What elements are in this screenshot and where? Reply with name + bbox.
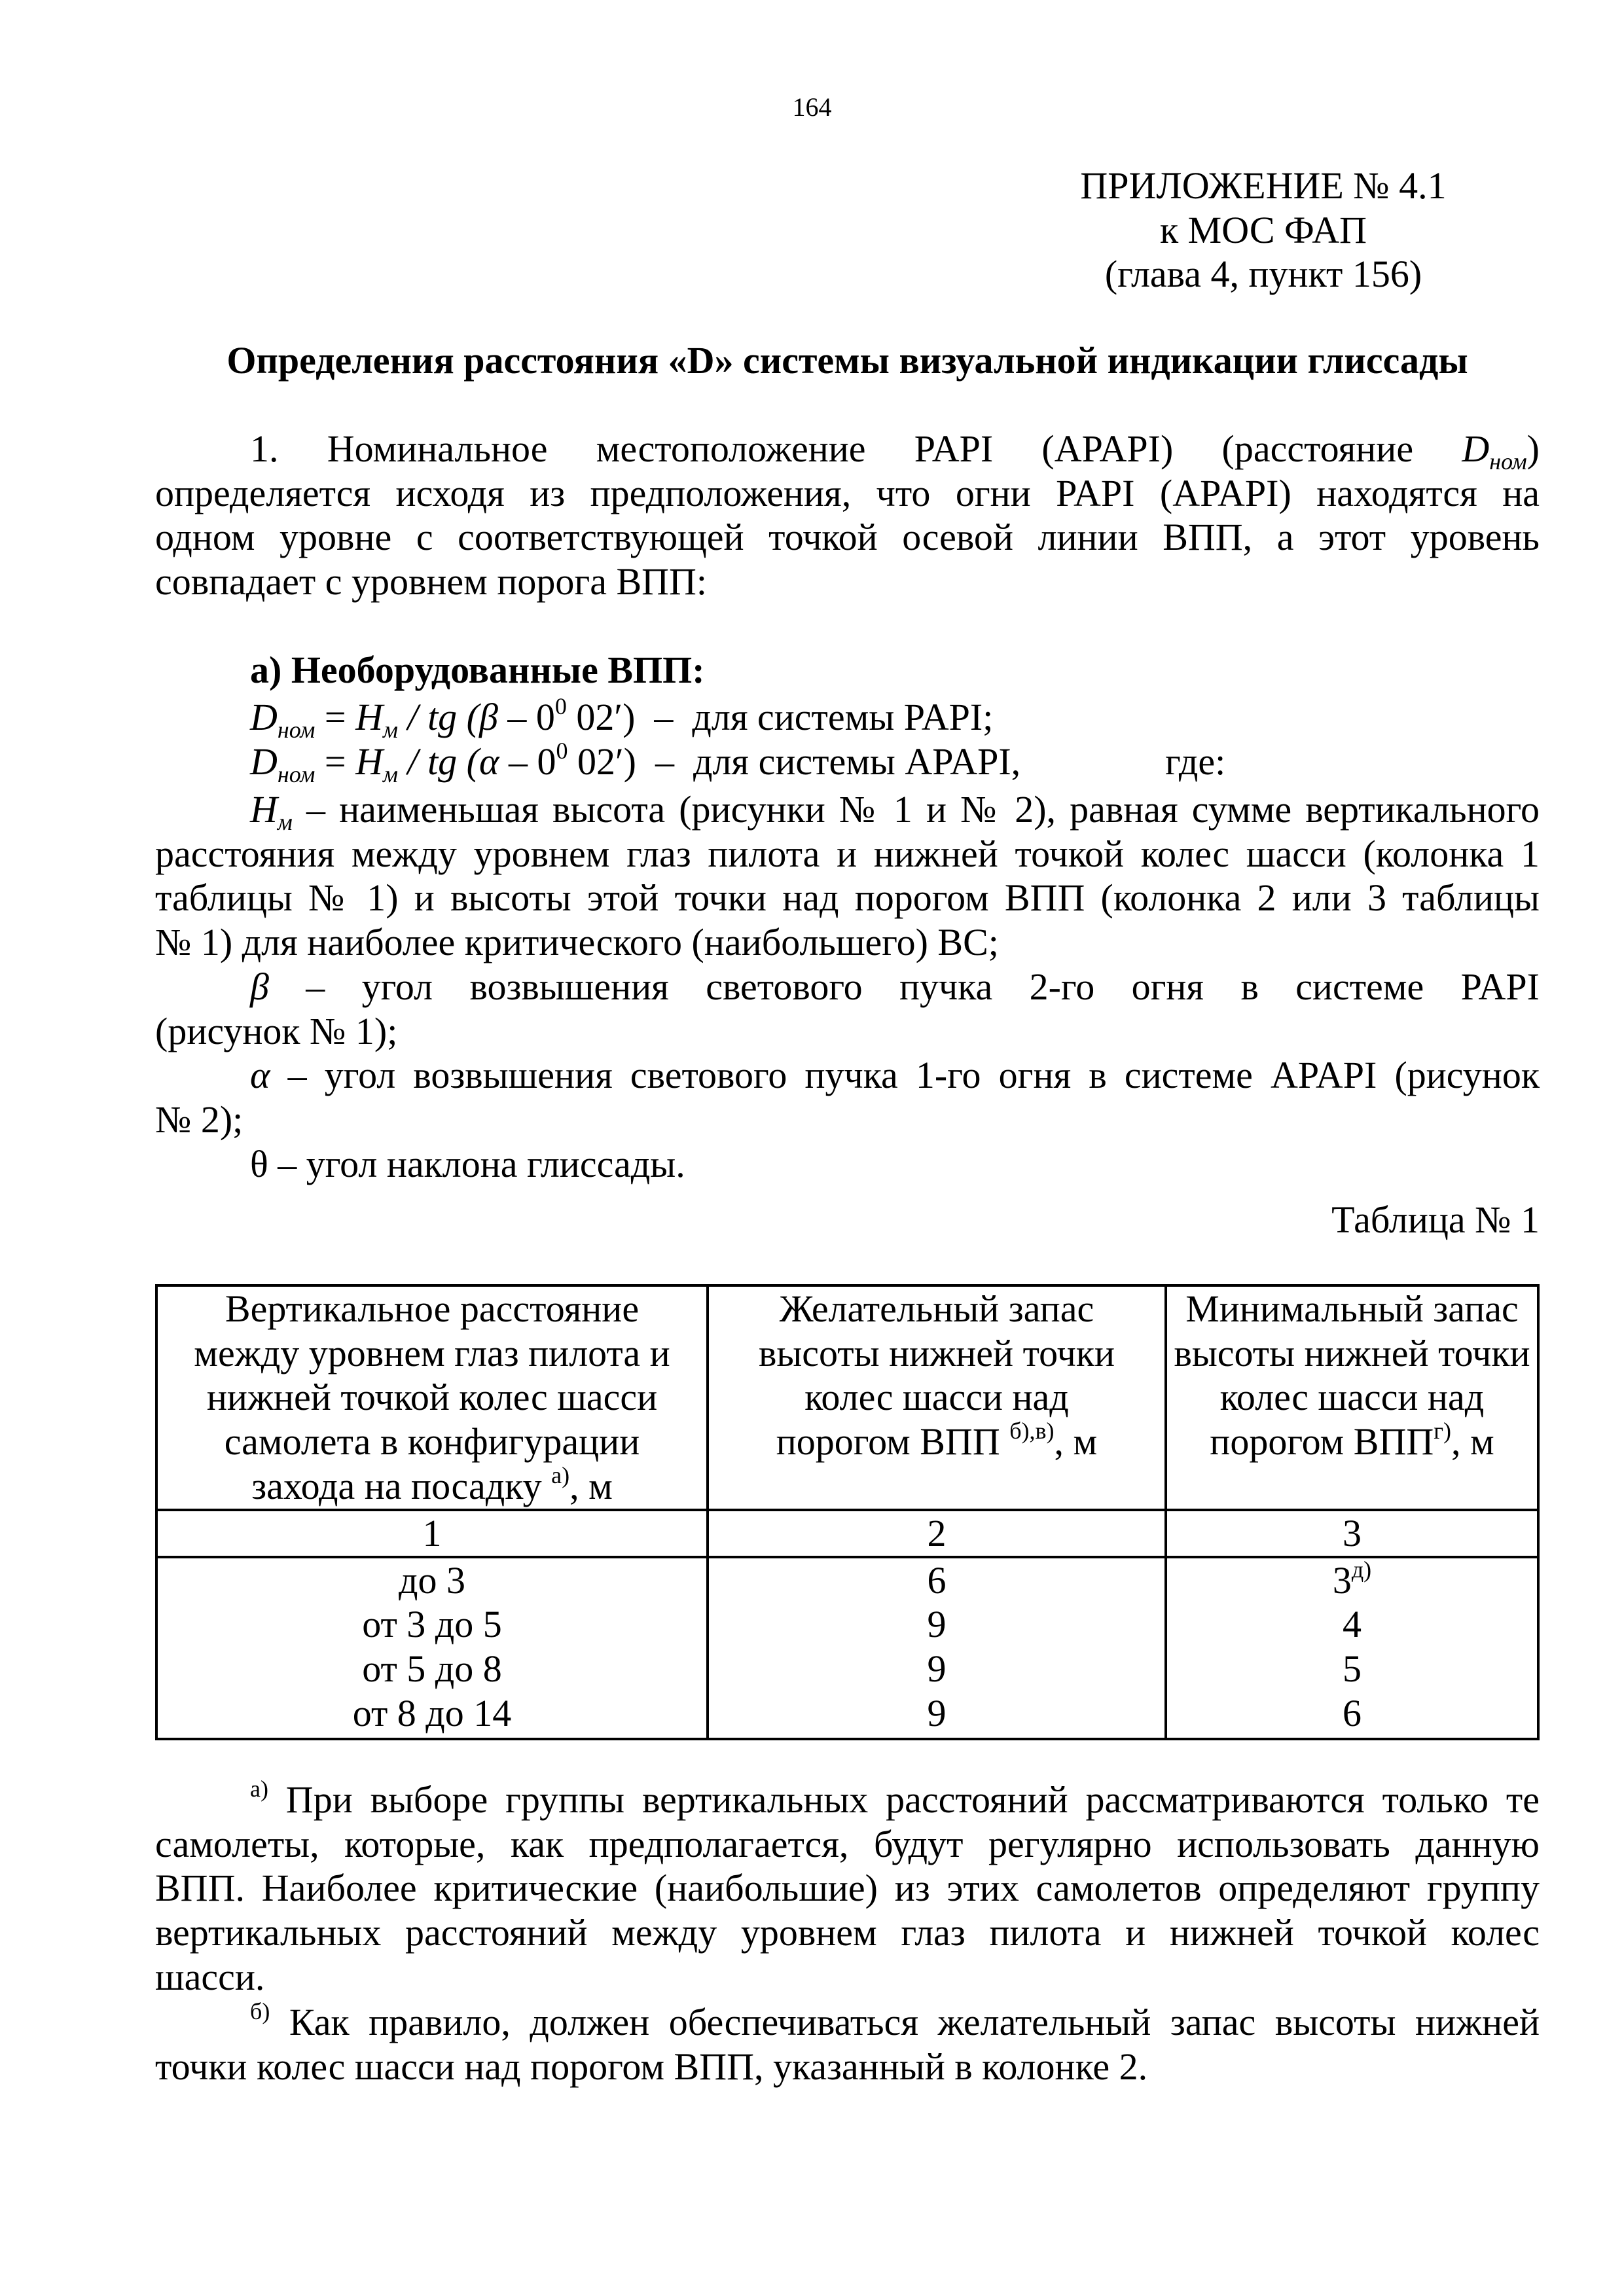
text-line bbox=[163, 1464, 701, 1509]
text: ) bbox=[1526, 427, 1540, 470]
text-line: совпадает с уровнем порога ВПП: bbox=[155, 560, 708, 603]
text: = bbox=[315, 696, 356, 738]
appendix-header bbox=[1021, 164, 1506, 296]
subscript: ном bbox=[1489, 448, 1527, 475]
formula-apapi bbox=[250, 738, 1021, 787]
table-header-row bbox=[156, 1285, 1538, 1510]
text: захода на посадку bbox=[251, 1464, 552, 1507]
text-line: нижней точкой колес шасси bbox=[206, 1376, 658, 1419]
footnote-a bbox=[155, 1778, 1540, 2000]
text-line: таблицы № 1) и высоты этой точки над порогом ВПП (колонка 2 или 3 таблицы bbox=[155, 876, 1540, 920]
body-cell bbox=[1166, 1557, 1538, 1740]
var: H bbox=[355, 696, 383, 738]
subscript: м bbox=[382, 761, 398, 787]
var: H bbox=[355, 740, 383, 783]
text-line: шасси. bbox=[155, 1955, 265, 1998]
formula-papi bbox=[250, 693, 994, 743]
superscript: г) bbox=[1434, 1418, 1451, 1444]
data-table bbox=[155, 1284, 1540, 1740]
cell-value: 9 bbox=[927, 1603, 947, 1646]
header-cell bbox=[156, 1285, 708, 1510]
superscript: д) bbox=[1351, 1556, 1372, 1583]
text: 02′) – для системы APAPI, bbox=[568, 740, 1021, 783]
cell-value: от 8 до 14 bbox=[352, 1691, 512, 1734]
definitions bbox=[155, 787, 1540, 1186]
column-number: 1 bbox=[156, 1510, 708, 1557]
text-line: самолета в конфигурации bbox=[224, 1420, 640, 1463]
text-line: № 1) для наиболее критического (наибольшего) ВС; bbox=[155, 921, 999, 964]
var: α bbox=[479, 740, 499, 783]
column-number-row bbox=[156, 1510, 1538, 1557]
table-body-row bbox=[156, 1557, 1538, 1740]
text: = bbox=[315, 740, 356, 783]
text: – 0 bbox=[497, 696, 555, 738]
text-line bbox=[1172, 1420, 1532, 1464]
superscript: 0 bbox=[554, 693, 567, 719]
cell-value bbox=[1172, 1558, 1532, 1603]
text-line: № 2); bbox=[155, 1098, 244, 1141]
text: / tg ( bbox=[397, 740, 479, 783]
appendix-line: ПРИЛОЖЕНИЕ № 4.1 bbox=[1080, 164, 1447, 207]
text-line bbox=[155, 1778, 1540, 1822]
subscript: м bbox=[382, 717, 398, 743]
header-cell bbox=[708, 1285, 1166, 1510]
text-line: одном уровне с соответствующей точкой осевой линии ВПП, а этот уровень bbox=[155, 516, 1540, 559]
footnote-mark: а) bbox=[250, 1776, 268, 1802]
text-line: Вертикальное расстояние bbox=[225, 1287, 640, 1330]
text: , м bbox=[1451, 1420, 1494, 1463]
cell-value: 9 bbox=[927, 1691, 947, 1734]
var: α bbox=[250, 1054, 270, 1097]
text-line: Минимальный запас bbox=[1185, 1287, 1519, 1330]
text-line: определяется исходя из предположения, что огни PAPI (APAPI) находятся на bbox=[155, 471, 1540, 514]
superscript: 0 bbox=[556, 738, 568, 764]
text: 1. Номинальное местоположение PAPI (APAPI) (расстояние bbox=[250, 427, 1462, 470]
section-heading: а) Необорудованные ВПП: bbox=[250, 649, 705, 691]
subscript: ном bbox=[277, 717, 316, 743]
var: H bbox=[250, 788, 278, 831]
text: – угол возвышения светового пучка 2-го огня в системе PAPI bbox=[268, 965, 1540, 1008]
column-number: 3 bbox=[1166, 1510, 1538, 1557]
body-cell bbox=[156, 1557, 708, 1740]
text-line: высоты нижней точки bbox=[1174, 1331, 1530, 1374]
cell-value: 6 bbox=[927, 1558, 947, 1602]
text-line: вертикальных расстояний между уровнем глаз пилота и нижней точкой колес bbox=[155, 1911, 1540, 1954]
text-line: точки колес шасси над порогом ВПП, указанный в колонке 2. bbox=[155, 2045, 1148, 2088]
cell-value: до 3 bbox=[398, 1558, 465, 1602]
cell-value: от 5 до 8 bbox=[362, 1647, 502, 1690]
text-line bbox=[155, 2000, 1540, 2045]
superscript: б),в) bbox=[1009, 1418, 1055, 1444]
subscript: ном bbox=[277, 761, 316, 787]
text: порогом ВПП bbox=[776, 1420, 1010, 1463]
table-caption: Таблица № 1 bbox=[1331, 1198, 1540, 1241]
text-line: ВПП. Наиболее критические (наибольшие) из этих самолетов определяют группу bbox=[155, 1867, 1540, 1910]
text: – 0 bbox=[499, 740, 556, 783]
text: / tg ( bbox=[397, 696, 479, 738]
appendix-line: (глава 4, пункт 156) bbox=[1104, 253, 1422, 296]
text: При выборе группы вертикальных расстояний рассматриваются только те bbox=[268, 1778, 1540, 1821]
text-line bbox=[155, 787, 1540, 835]
var: D bbox=[250, 740, 278, 783]
text-line: самолеты, которые, как предполагается, будут регулярно использовать данную bbox=[155, 1822, 1540, 1865]
page-number: 164 bbox=[792, 92, 832, 122]
subscript: м bbox=[277, 809, 293, 835]
text: , м bbox=[569, 1464, 613, 1507]
superscript: а) bbox=[551, 1462, 570, 1488]
cell-value: 5 bbox=[1343, 1647, 1362, 1690]
text: – угол возвышения светового пучка 1-го огня в системе APAPI (рисунок bbox=[270, 1054, 1540, 1097]
var: D bbox=[250, 696, 278, 738]
where-label: где: bbox=[1165, 740, 1226, 783]
page-title: Определения расстояния «D» системы визуальной индикации глиссады bbox=[226, 339, 1468, 382]
text: 3 bbox=[1332, 1558, 1352, 1602]
text: – угол наклона глиссады. bbox=[268, 1142, 685, 1185]
text-line: между уровнем глаз пилота и bbox=[194, 1331, 670, 1374]
column-number: 2 bbox=[708, 1510, 1166, 1557]
footnote-mark: б) bbox=[250, 1998, 270, 2024]
text: – наименьшая высота (рисунки № 1 и № 2), равная сумме вертикального bbox=[292, 788, 1540, 831]
appendix-line: к МОС ФАП bbox=[1160, 208, 1367, 251]
body-cell bbox=[708, 1557, 1166, 1740]
text-line: колес шасси над bbox=[804, 1376, 1069, 1419]
text-line: колес шасси над bbox=[1219, 1376, 1485, 1419]
paragraph-1 bbox=[155, 427, 1540, 604]
text-line bbox=[155, 427, 1540, 475]
text: , м bbox=[1054, 1420, 1098, 1463]
cell-value: 4 bbox=[1343, 1603, 1362, 1646]
footnote-b bbox=[155, 2000, 1540, 2089]
text-line: Желательный запас bbox=[779, 1287, 1094, 1330]
cell-value: от 3 до 5 bbox=[362, 1603, 502, 1646]
text-line: расстояния между уровнем глаз пилота и нижней точкой колес шасси (колонка 1 bbox=[155, 832, 1540, 875]
var: θ bbox=[250, 1142, 268, 1185]
header-cell bbox=[1166, 1285, 1538, 1510]
cell-value: 6 bbox=[1343, 1691, 1362, 1734]
text: Как правило, должен обеспечиваться желательный запас высоты нижней bbox=[270, 2001, 1540, 2043]
text: 02′) – для системы PAPI; bbox=[566, 696, 994, 738]
text-line: высоты нижней точки bbox=[758, 1331, 1115, 1374]
text-line bbox=[714, 1420, 1159, 1464]
text-line bbox=[155, 1053, 1540, 1098]
text-line bbox=[155, 1142, 1540, 1187]
cell-value: 9 bbox=[927, 1647, 947, 1690]
var: β bbox=[479, 696, 498, 738]
var: D bbox=[1462, 427, 1490, 470]
text: порогом ВПП bbox=[1210, 1420, 1434, 1463]
var: β bbox=[250, 965, 269, 1008]
text-line: (рисунок № 1); bbox=[155, 1009, 398, 1052]
text-line bbox=[155, 965, 1540, 1009]
